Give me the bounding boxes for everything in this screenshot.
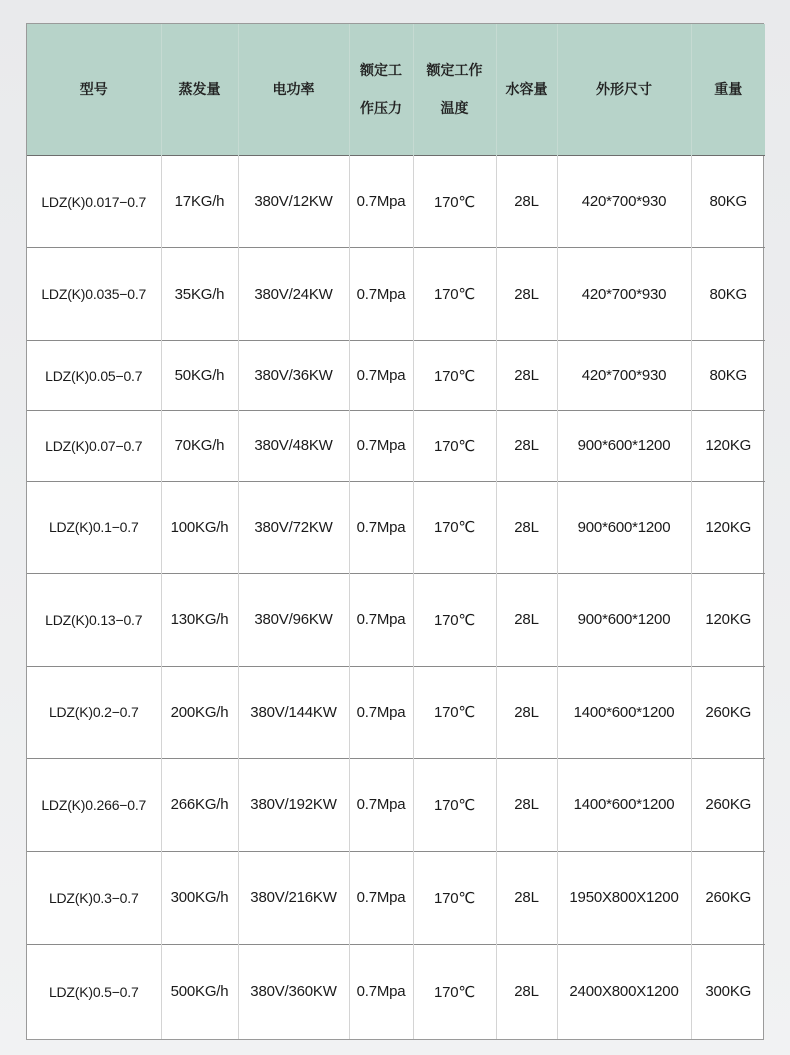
cell-dimensions: 900*600*1200 xyxy=(557,481,691,573)
table-row xyxy=(27,944,765,1039)
cell-rated-pressure: 0.7Mpa xyxy=(349,481,413,573)
cell-evaporation: 100KG/h xyxy=(161,481,238,573)
header-rated-temperature-line: 额定工作 xyxy=(426,62,483,79)
cell-power: 380V/24KW xyxy=(238,248,349,340)
table-row xyxy=(27,851,765,944)
cell-water-capacity: 28L xyxy=(496,574,557,666)
table-row xyxy=(27,340,765,410)
cell-weight: 80KG xyxy=(691,340,765,410)
cell-power: 380V/144KW xyxy=(238,666,349,758)
table-header xyxy=(27,24,765,156)
cell-dimensions: 900*600*1200 xyxy=(557,411,691,481)
header-model xyxy=(27,24,161,156)
cell-rated-pressure: 0.7Mpa xyxy=(349,411,413,481)
table-body xyxy=(27,156,765,1040)
cell-dimensions: 420*700*930 xyxy=(557,248,691,340)
cell-evaporation: 200KG/h xyxy=(161,666,238,758)
cell-rated-pressure: 0.7Mpa xyxy=(349,851,413,944)
header-rated-temperature-line: 温度 xyxy=(440,100,469,117)
cell-evaporation: 35KG/h xyxy=(161,248,238,340)
cell-water-capacity: 28L xyxy=(496,481,557,573)
header-rated-pressure-line: 额定工 xyxy=(360,62,402,79)
cell-rated-pressure: 0.7Mpa xyxy=(349,666,413,758)
header-power xyxy=(238,24,349,156)
cell-rated-pressure: 0.7Mpa xyxy=(349,340,413,410)
cell-rated-pressure: 0.7Mpa xyxy=(349,248,413,340)
cell-water-capacity: 28L xyxy=(496,759,557,851)
cell-power: 380V/12KW xyxy=(238,156,349,248)
cell-rated-pressure: 0.7Mpa xyxy=(349,156,413,248)
cell-rated-temperature: 170℃ xyxy=(413,248,496,340)
header-water-capacity-line: 水容量 xyxy=(505,81,548,98)
cell-rated-pressure: 0.7Mpa xyxy=(349,759,413,851)
table-row xyxy=(27,759,765,851)
cell-water-capacity: 28L xyxy=(496,156,557,248)
spec-table xyxy=(27,24,765,1039)
cell-rated-pressure: 0.7Mpa xyxy=(349,574,413,666)
cell-rated-temperature: 170℃ xyxy=(413,481,496,573)
cell-weight: 80KG xyxy=(691,156,765,248)
cell-power: 380V/96KW xyxy=(238,574,349,666)
cell-dimensions: 1400*600*1200 xyxy=(557,759,691,851)
cell-power: 380V/36KW xyxy=(238,340,349,410)
table-row xyxy=(27,666,765,758)
cell-evaporation: 17KG/h xyxy=(161,156,238,248)
cell-rated-temperature: 170℃ xyxy=(413,411,496,481)
cell-evaporation: 70KG/h xyxy=(161,411,238,481)
table-row xyxy=(27,156,765,248)
table-row xyxy=(27,248,765,340)
cell-model: LDZ(K)0.05−0.7 xyxy=(27,340,161,410)
cell-model: LDZ(K)0.035−0.7 xyxy=(27,248,161,340)
cell-evaporation: 266KG/h xyxy=(161,759,238,851)
header-dimensions-line: 外形尺寸 xyxy=(596,81,652,98)
header-dimensions xyxy=(557,24,691,156)
cell-power: 380V/360KW xyxy=(238,944,349,1039)
header-evaporation xyxy=(161,24,238,156)
cell-dimensions: 1400*600*1200 xyxy=(557,666,691,758)
header-row xyxy=(27,24,765,156)
header-rated-temperature xyxy=(413,24,496,156)
cell-dimensions: 900*600*1200 xyxy=(557,574,691,666)
cell-model: LDZ(K)0.3−0.7 xyxy=(27,851,161,944)
spec-table-container xyxy=(26,23,764,1040)
cell-model: LDZ(K)0.13−0.7 xyxy=(27,574,161,666)
cell-power: 380V/216KW xyxy=(238,851,349,944)
cell-water-capacity: 28L xyxy=(496,340,557,410)
cell-water-capacity: 28L xyxy=(496,666,557,758)
cell-model: LDZ(K)0.5−0.7 xyxy=(27,944,161,1039)
cell-rated-temperature: 170℃ xyxy=(413,666,496,758)
header-evaporation-line: 蒸发量 xyxy=(178,81,221,98)
cell-evaporation: 500KG/h xyxy=(161,944,238,1039)
cell-rated-temperature: 170℃ xyxy=(413,759,496,851)
cell-dimensions: 1950X800X1200 xyxy=(557,851,691,944)
table-row xyxy=(27,481,765,573)
cell-water-capacity: 28L xyxy=(496,411,557,481)
cell-rated-temperature: 170℃ xyxy=(413,340,496,410)
cell-water-capacity: 28L xyxy=(496,851,557,944)
header-weight xyxy=(691,24,765,156)
header-rated-pressure-line: 作压力 xyxy=(360,100,402,117)
cell-power: 380V/72KW xyxy=(238,481,349,573)
cell-rated-temperature: 170℃ xyxy=(413,851,496,944)
cell-power: 380V/192KW xyxy=(238,759,349,851)
header-model-line: 型号 xyxy=(79,81,108,98)
cell-rated-temperature: 170℃ xyxy=(413,156,496,248)
header-water-capacity xyxy=(496,24,557,156)
cell-rated-temperature: 170℃ xyxy=(413,574,496,666)
cell-weight: 120KG xyxy=(691,481,765,573)
cell-model: LDZ(K)0.07−0.7 xyxy=(27,411,161,481)
cell-rated-temperature: 170℃ xyxy=(413,944,496,1039)
cell-rated-pressure: 0.7Mpa xyxy=(349,944,413,1039)
cell-evaporation: 50KG/h xyxy=(161,340,238,410)
cell-dimensions: 2400X800X1200 xyxy=(557,944,691,1039)
cell-model: LDZ(K)0.017−0.7 xyxy=(27,156,161,248)
cell-model: LDZ(K)0.266−0.7 xyxy=(27,759,161,851)
header-rated-pressure xyxy=(349,24,413,156)
cell-weight: 120KG xyxy=(691,411,765,481)
cell-water-capacity: 28L xyxy=(496,248,557,340)
cell-weight: 260KG xyxy=(691,851,765,944)
cell-weight: 120KG xyxy=(691,574,765,666)
cell-water-capacity: 28L xyxy=(496,944,557,1039)
header-weight-line: 重量 xyxy=(714,81,743,98)
cell-evaporation: 300KG/h xyxy=(161,851,238,944)
cell-dimensions: 420*700*930 xyxy=(557,156,691,248)
table-row xyxy=(27,411,765,481)
cell-dimensions: 420*700*930 xyxy=(557,340,691,410)
cell-weight: 260KG xyxy=(691,666,765,758)
header-power-line: 电功率 xyxy=(272,81,315,98)
cell-weight: 80KG xyxy=(691,248,765,340)
cell-power: 380V/48KW xyxy=(238,411,349,481)
cell-weight: 300KG xyxy=(691,944,765,1039)
cell-model: LDZ(K)0.1−0.7 xyxy=(27,481,161,573)
cell-weight: 260KG xyxy=(691,759,765,851)
table-row xyxy=(27,574,765,666)
cell-model: LDZ(K)0.2−0.7 xyxy=(27,666,161,758)
cell-evaporation: 130KG/h xyxy=(161,574,238,666)
